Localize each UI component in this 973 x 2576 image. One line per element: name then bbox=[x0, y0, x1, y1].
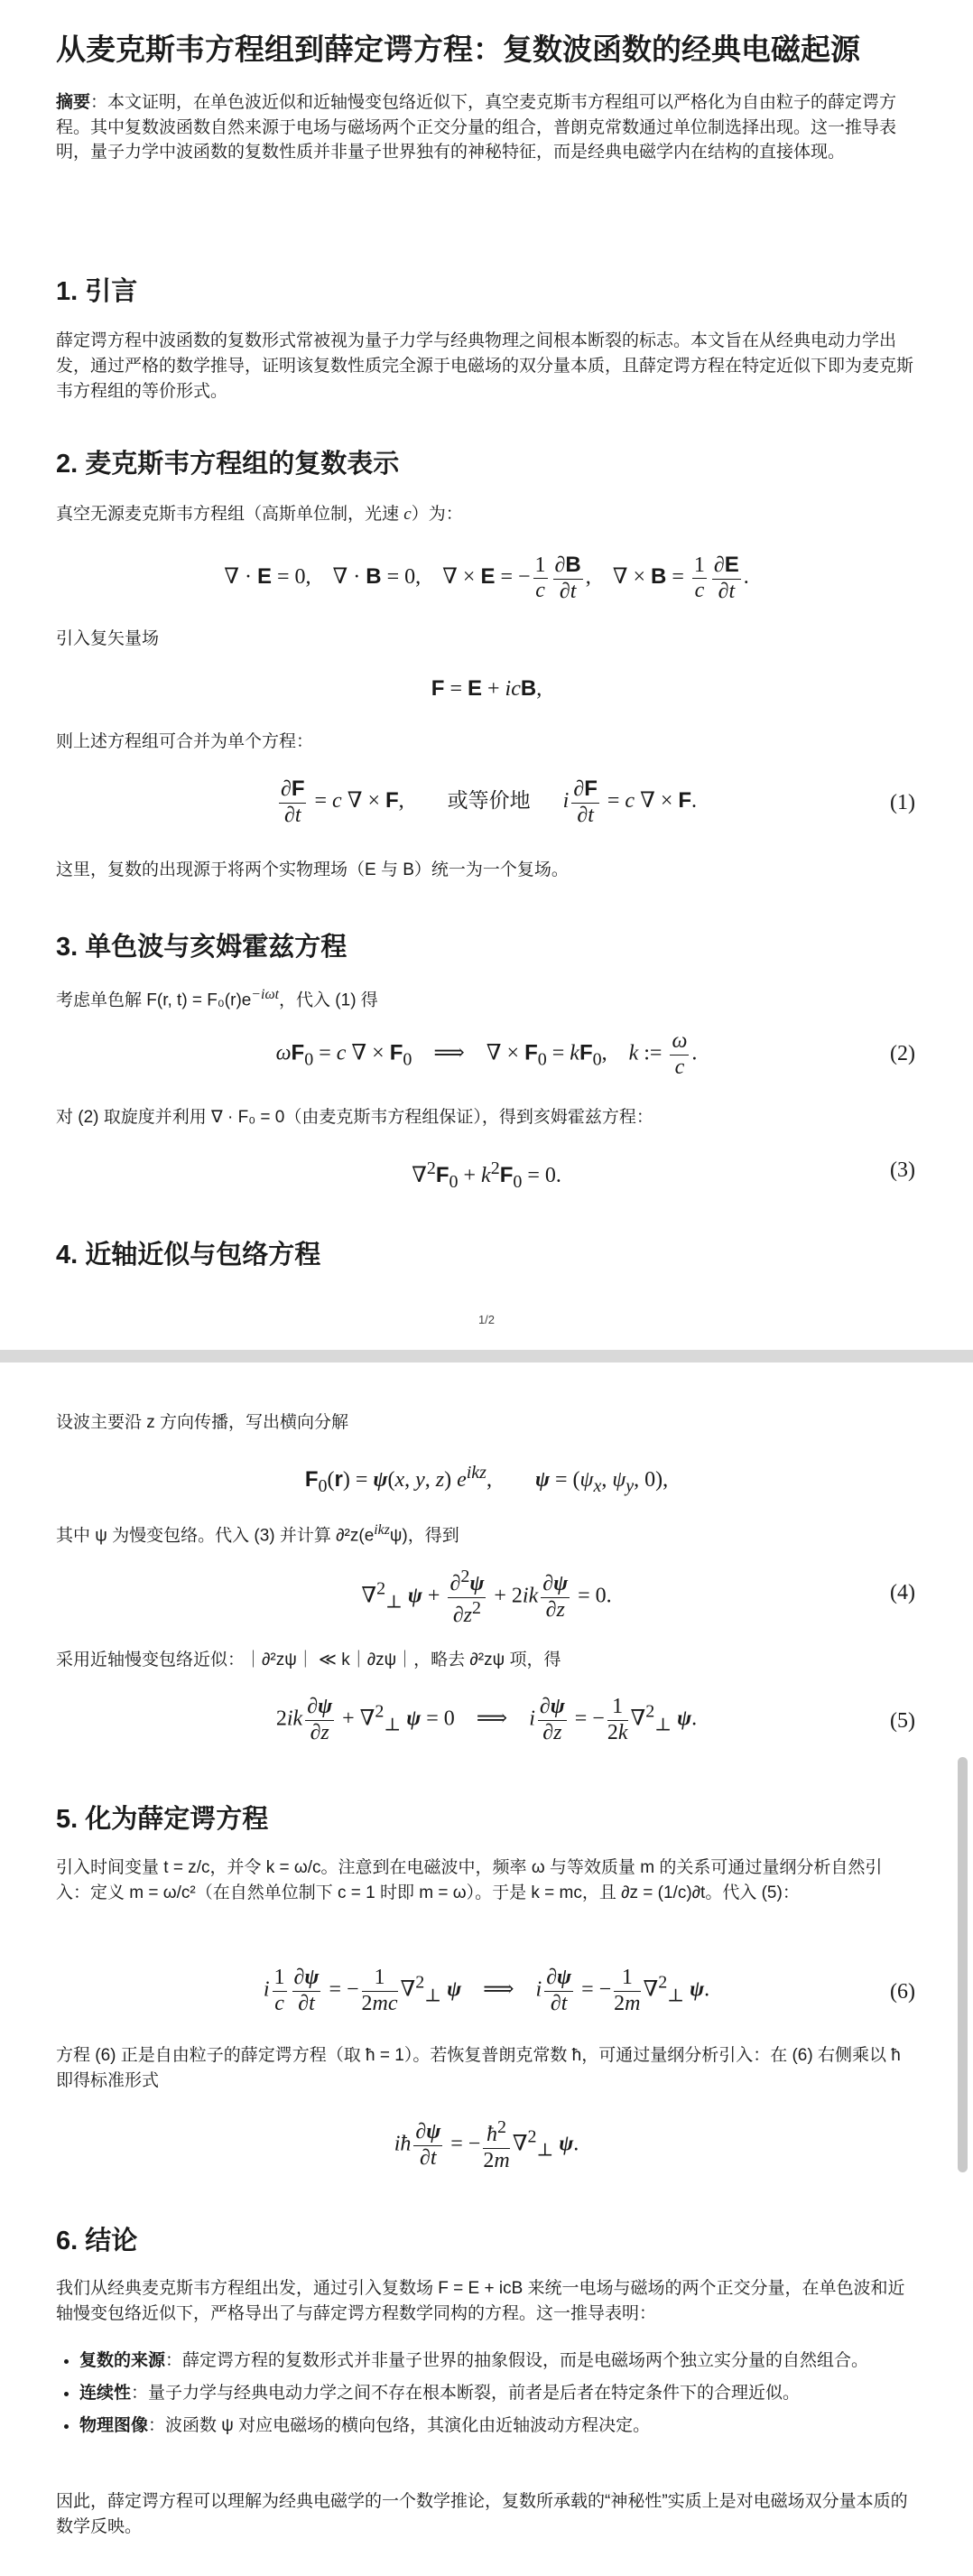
equation-number: (6) bbox=[890, 1980, 915, 2004]
section-3-intro: 考虑单色解 F(r, $t) = F_0(r)e^{-i\omega t}$，代入 (1) 得 bbox=[56, 987, 378, 1010]
paper-title: 从麦克斯韦方程组到薛定谔方程：复数波函数的经典电磁起源 bbox=[56, 33, 860, 66]
maxwell-equations: ∇ · E = 0, ∇ · B = 0, ∇ × E = − $\frac{1}{c}$ $\frac{\partial B}{\partial t}$ , ∇ × B = $\frac{1}{c}$ $\frac{\partial E}{\partial t}$ . bbox=[224, 553, 749, 603]
scrollbar-thumb[interactable] bbox=[958, 1757, 968, 2172]
abstract-text: ：本文证明，在单色波近似和近轴慢变包络近似下，真空麦克斯韦方程组可以严格化为自由粒子的薛定谔方程。其中复数波函数自然来源于电场与磁场两个正交分量的组合，普朗克常数通过单位制选择出现。这一推导表明，量子力学中波函数的复数性质并非量子世界独有的神秘特征，而是经典电磁学内在结构的直接体现。 bbox=[56, 93, 897, 163]
schrodinger-standard-form: iħ $\frac{\partial\psi}{\partial t}$ = − $\frac{ħ^2}{2m}$ ∇$^2_\perp$ ψ. bbox=[394, 2117, 579, 2172]
section-6-intro: 我们从经典麦克斯韦方程组出发，通过引入复数场 F = E + icB 来统一电场与磁场的两个正交分量，在单色波和近轴慢变包络近似下，严格导出了与薛定谔方程数学同构的方程。这一推导表明： bbox=[56, 2279, 905, 2324]
abstract-label: 摘要 bbox=[56, 93, 91, 112]
section-6-final: 因此，薛定谔方程可以理解为经典电磁学的一个数学推论，复数所承载的“神秘性”实质上是对电磁场双分量本质的数学反映。 bbox=[56, 2492, 908, 2537]
section-5-intro: 引入时间变量 t = z/c，并令 k = ω/c。注意到在电磁波中，频率 ω 与等效质量 m 的关系可通过量纲分析自然引入：定义 m = ω/c²（在自然单位制下 c = 1 时即 m = ω）。于是 k = mc，且 ∂z = (1/c)∂t。代入 (5)： bbox=[56, 1858, 883, 1903]
section-2-heading: 2. 麦克斯韦方程组的复数表示 bbox=[56, 450, 400, 479]
equation-number: (3) bbox=[890, 1158, 915, 1182]
equation-number: (5) bbox=[890, 1709, 915, 1733]
section-2-complex-intro: 引入复矢量场 bbox=[56, 629, 160, 648]
section-3-heading: 3. 单色波与亥姆霍兹方程 bbox=[56, 933, 348, 962]
equation-3: $\nabla^2F_0 + k^2F_0 = 0$. (3) bbox=[412, 1158, 915, 1192]
equation-6: i $\frac{1}{c}$ $\frac{\partial\psi}{\partial t}$ = − $\frac{1}{2mc}$ ∇$^2_\perp$ ψ ⟹ i $\frac{\partial\psi}{\partial t}$ = − $\frac{1}{2m}$ ∇$^2_\perp$ ψ. (6) bbox=[263, 1966, 915, 2015]
equation-number: (4) bbox=[890, 1581, 915, 1604]
section-2-combine: 则上述方程组可合并为单个方程： bbox=[56, 732, 314, 751]
section-6-heading: 6. 结论 bbox=[56, 2227, 138, 2255]
page-separator bbox=[0, 1350, 973, 1362]
page-2 bbox=[0, 1362, 973, 2576]
section-4-intro: 设波主要沿 z 方向传播，写出横向分解 bbox=[56, 1413, 349, 1432]
section-4-approximation: 采用近轴慢变包络近似：｜∂²zψ｜ ≪ k｜∂zψ｜，略去 ∂²zψ 项，得 bbox=[56, 1651, 561, 1669]
section-3-curl: 对 (2) 取旋度并利用 ∇ · F₀ = 0（由麦克斯韦方程组保证），得到亥姆霍兹方程： bbox=[56, 1108, 653, 1127]
equation-4: ∇$^2_\perp$ ψ + $\frac{\partial^2\psi}{\partial z^2}$ + 2ik $\frac{\partial\psi}{\partial z}$ = 0. (4) bbox=[361, 1567, 915, 1627]
page-number: 1/2 bbox=[477, 1313, 496, 1326]
section-2-intro: 真空无源麦克斯韦方程组（高斯单位制，光速 c）为： bbox=[56, 505, 463, 524]
section-5-heading: 5. 化为薛定谔方程 bbox=[56, 1805, 269, 1834]
list-item: • 物理图像：波函数 ψ 对应电磁场的横向包络，其演化由近轴波动方程决定。 bbox=[79, 2413, 937, 2439]
section-1-paragraph: 薛定谔方程中波函数的复数形式常被视为量子力学与经典物理之间根本断裂的标志。本文旨在从经典电动力学出发，通过严格的数学推导，证明该复数性质完全源于电磁场的双分量本质，且薛定谔方程在特定近似下即为麦克斯韦方程组的等价形式。 bbox=[56, 331, 914, 402]
list-item: • 复数的来源：薛定谔方程的复数形式并非量子世界的抽象假设，而是电磁场两个独立实分量的自然组合。 bbox=[79, 2348, 937, 2374]
conclusion-list bbox=[56, 2348, 937, 2446]
section-4-envelope: 其中 ψ 为慢变包络。代入 (3) 并计算 $\partial^2z(e^{ikz}\psi)$，得到 bbox=[56, 1522, 459, 1546]
section-2-remark: 这里，复数的出现源于将两个实物理场（E 与 B）统一为一个复场。 bbox=[56, 860, 569, 879]
equation-5: 2ik $\frac{\partial\psi}{\partial z}$ + ∇$^2_\perp$ ψ = 0 ⟹ i $\frac{\partial\psi}{\partial z}$ = − $\frac{1}{2k}$ ∇$^2_\perp$ ψ. (5) bbox=[275, 1695, 915, 1744]
section-4-heading: 4. 近轴近似与包络方程 bbox=[56, 1241, 321, 1269]
equation-2: $\omega F_0 = c$ ∇ × $F_0$ ⟹ ∇ × $F_0 = kF_0$, k := $\frac{\omega}{c}$ . (2) bbox=[275, 1029, 915, 1079]
equation-number: (1) bbox=[890, 791, 915, 814]
abstract bbox=[56, 90, 913, 165]
section-1-heading: 1. 引言 bbox=[56, 277, 138, 306]
equation-number: (2) bbox=[890, 1042, 915, 1065]
complex-field-definition: F = E + icB, bbox=[431, 676, 542, 701]
transverse-decomposition: $F_0(r) = \psi(x$, y, z) $e^{ikz}$, $\psi = (\psi_x$, $\psi_y$, 0), bbox=[304, 1463, 669, 1496]
equation-1: $\frac{\partial F}{\partial t}$ = c ∇ × F, 或等价地 i $\frac{\partial F}{\partial t}$ = c ∇ × F. (1) bbox=[280, 777, 915, 827]
list-item: • 连续性：量子力学与经典电动力学之间不存在根本断裂，前者是后者在特定条件下的合理近似。 bbox=[79, 2381, 937, 2406]
section-5-remark: 方程 (6) 正是自由粒子的薛定谔方程（取 ħ = 1）。若恢复普朗克常数 ħ，可通过量纲分析引入：在 (6) 右侧乘以 ħ 即得标准形式 bbox=[56, 2046, 901, 2091]
